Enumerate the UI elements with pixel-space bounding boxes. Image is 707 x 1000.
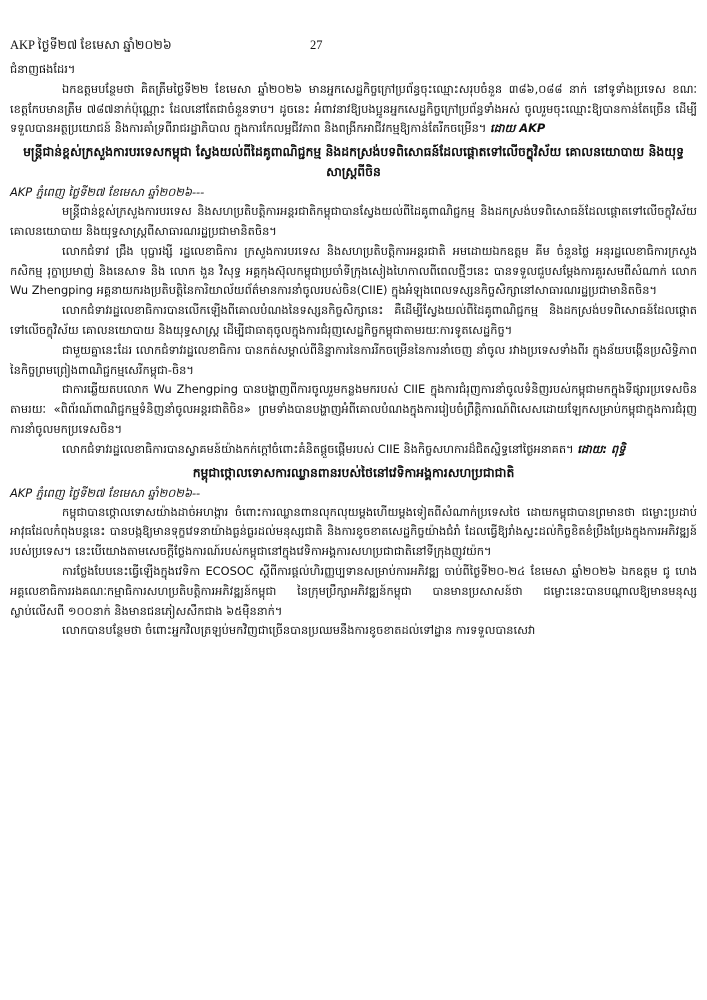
page-number: 27 [310,38,323,52]
paragraph [10,440,697,460]
dateline: AKP ភ្នំពេញ ថ្ងៃទី២៧ ខែមេសា ឆ្នាំ២០២៦--- [10,185,205,200]
paragraph: កម្ពុជាបានថ្កោលទោសយ៉ាងដាច់អហង្ការ ចំពោះការឈ្លានពានលុកលុយម្ដងហើយម្ដងទៀតពីសំណាក់ប្រទេសថៃ ដោយកម្ពុជាបានព្រមានថា ជម្លោះប្រដាប់អាវុធដែលកំពុងបន្តនេះ បានបង្កឱ្យមានទុក្ខវេទនាយ៉ាងធ្ងន់ធ្ងរដល់មនុស្សជាតិ និងការខូចខាតសេដ្ឋកិច្ចយ៉ាងជំរាំ ដែលធ្វើឱ្យរាំងស្ទះដល់កិច្ចខិតខំប្រឹងប្រែងក្នុងការអភិវឌ្ឍន៍របស់ប្រទេស។ នេះបើយោងតាមសេចក្ដីថ្លែងការណ៍របស់កម្ពុជានៅក្នុងវេទិកាអង្គការសហប្រជាជាតិនៅទីក្រុងញូវយ៉ក។ [10,504,697,559]
paragraph: ជំនាញផងដែរ។ [10,62,76,76]
paragraph: ជាការឆ្លើយតបលោក Wu Zhengping បានបង្ហាញពីការចូលរួមកន្លងមករបស់ CIIE ក្នុងការជំរុញការនាំចូលទំនិញរបស់កម្ពុជាមកក្នុងទីផ្សារប្រទេសចិន តាមរយៈ «ពិព័រណ៍ពាណិជ្ជកម្មទំនិញនាំចូលអន្តរជាតិចិន» ព្រមទាំងបានបង្ហាញអំពីគោលបំណងក្នុងការរៀបចំព្រឹត្តិការណ៍ពិសេសដោយឡែកសម្រាប់កម្ពុជាក្នុងការជំរុញការនាំចូលមកប្រទេសចិន។ [10,382,697,436]
paragraph: ការថ្លែងបែបនេះធ្វើឡើងក្នុងវេទិកា ECOSOC ស្ដីពីការផ្ដល់ហិរញ្ញប្បទានសម្រាប់ការអភិវឌ្ឍ ចាប់ពីថ្ងៃទី២០-២៤ ខែមេសា ឆ្នាំ២០២៦ ឯកឧត្តម ជូ ហេង អគ្គលេខាធិការរងគណៈកម្មាធិការសហប្រតិបត្តិការអភិវឌ្ឍន៍កម្ពុជា នៃក្រុមប្រឹក្សាអភិវឌ្ឍន៍កម្ពុជា បានមានប្រសាសន៍ថា ជម្លោះនេះបានបណ្ដាលឱ្យមានមនុស្សស្លាប់លើសពី ១០០នាក់ និងមានជនភៀសសឹកជាង ៦៥ម៉ឺននាក់។ [10,563,697,618]
page-content [10,60,697,641]
paragraph: លោកបានបន្ថែមថា ចំពោះអ្នកវិលត្រឡប់មកវិញជាច្រើនបានប្រឈមនឹងការខូចខាតដល់ទៅដ្ឋាន ការទទួលបានសេវា [62,623,536,638]
paragraph [10,80,697,139]
paragraph: មន្ត្រីជាន់ខ្ពស់ក្រសួងការបរទេស និងសហប្រតិបត្តិការអន្តរជាតិកម្ពុជាបានស្វែងយល់ពីដៃគូពាណិជ្ជកម្ម និងដកស្រង់បទពិសោធន៍ដែលផ្ដោតទៅលើចក្ខុវិស័យ គោលនយោបាយ និងយុទ្ធសាស្ត្រពីសាធារណរដ្ឋប្រជាមានិតចិន។ [10,204,697,238]
dateline: AKP ភ្នំពេញ ថ្ងៃទី២៧ ខែមេសា ឆ្នាំ២០២៦-- [10,485,201,500]
paragraph: ជាមួយគ្នានេះដែរ លោកជំទាវរដ្ឋលេខាធិការ បានកត់សម្គាល់ពីនិន្នាការនៃការរីកចម្រើននៃការនាំចេញ នាំចូល រវាងប្រទេសទាំងពីរ ក្នុងន័យបង្កើនប្រសិទ្ធិភាពនៃកិច្ចព្រមព្រៀងពាណិជ្ជកម្មសេរីកម្ពុជា-ចិន។ [10,342,697,377]
running-header: AKP ថ្ងៃទី២៧ ខែមេសា ឆ្នាំ២០២៦ [10,38,172,52]
article-title: កម្ពុជាថ្កោលទោសការឈ្លានពានរបស់ថៃនៅវេទិកាអង្គការសហប្រជាជាតិ [192,464,515,480]
paragraph: លោកជំទាវរដ្ឋលេខាធិការបានលើកឡើងពីគោលបំណងនៃទស្សនកិច្ចសិក្សានេះ គឺដើម្បីស្វែងយល់ពីដៃគូពាណិជ្ជកម្ម និងដកស្រង់បទពិសោធន៍ដែលផ្ដោតទៅលើចក្ខុវិស័យ គោលនយោបាយ និងយុទ្ធសាស្ត្រ ដើម្បីជាធាតុចូលក្នុងការជំរុញសេដ្ឋកិច្ចកម្ពុជាតាមរយៈការទូតសេដ្ឋកិច្ច។ [10,303,697,337]
byline: ដោយ AKP [490,121,546,136]
byline: ដោយ: ពុទ្ធិ [577,441,626,456]
paragraph-text: ឯកឧត្តមបន្ថែមថា គិតត្រឹមថ្ងៃទី២២ ខែមេសា ឆ្នាំ២០២៦ មានអ្នកសេដ្ឋកិច្ចក្រៅប្រព័ន្ធចុះឈ្មោះសរុបចំនួន ៣៨៦,០៨៨ នាក់ នៅទូទាំងប្រទេស ខណៈខេត្តកែបមានត្រឹម ៧៨៧នាក់ប៉ុណ្ណោះ ដែលនៅតែជាចំនួនទាប។ ដូចនេះ អំពាវនាវឱ្យបងប្អូនអ្នកសេដ្ឋកិច្ចក្រៅប្រព័ន្ធទាំងអស់ ចូលរួមចុះឈ្មោះឱ្យបានកាន់តែច្រើន ដើម្បីទទួលបានអត្ថប្រយោជន៍ និងការគាំទ្រពីរាជរដ្ឋាភិបាល ក្នុងការកែលម្អជីវភាព និងពង្រីកអាជីវកម្មឱ្យកាន់តែរីកចម្រើន។ [10,81,697,136]
paragraph: លោកជំទាវ ជ្រឹង បុប្ផារង្សី រដ្ឋលេខាធិការ ក្រសួងការបរទេស និងសហប្រតិបត្តិការអន្តរជាតិ អមដោយឯកឧត្តម គីម ចំនួនថ្លៃ អនុរដ្ឋលេខាធិការក្រសួងកសិកម្ម រុក្ខាប្រមាញ់ និងនេសាទ និង លោក ងួន វិសុទ្ធ អគ្គកុងស៊ុលកម្ពុជាប្រចាំទីក្រុងសៀងហៃកាលពីពេលថ្មីៗនេះ បានទទួលជួបសម្ដែងការគួរសមពីសំណាក់ លោក Wu Zhengping អគ្គនាយករងប្រតិបត្តិនៃការិយាល័យព័ត៌មានការនាំចូលរបស់ចិន(CIIE) ក្នុងអំឡុងពេលទស្សនកិច្ចសិក្សានៅសាធារណរដ្ឋប្រជាមានិតចិន។ [10,243,697,298]
paragraph-text: លោកជំទាវរដ្ឋលេខាធិការបានស្វាគមន៍យ៉ាងកក់ក្ដៅចំពោះគំនិតផ្ដួចផ្ដើមរបស់ CIIE និងកិច្ចសហការដ៏ជិតស្និទ្ធនៅថ្ងៃអនាគត។ [62,441,574,456]
article-title: មន្ត្រីជាន់ខ្ពស់ក្រសួងការបរទេសកម្ពុជា ស្វែងយល់ពីដៃគូពាណិជ្ជកម្ម និងដកស្រង់បទពិសោធន៍ដែលផ្ដោតទៅលើចក្ខុវិស័យ គោលនយោបាយ និងយុទ្ធសាស្ត្រពីចិន [23,144,684,180]
